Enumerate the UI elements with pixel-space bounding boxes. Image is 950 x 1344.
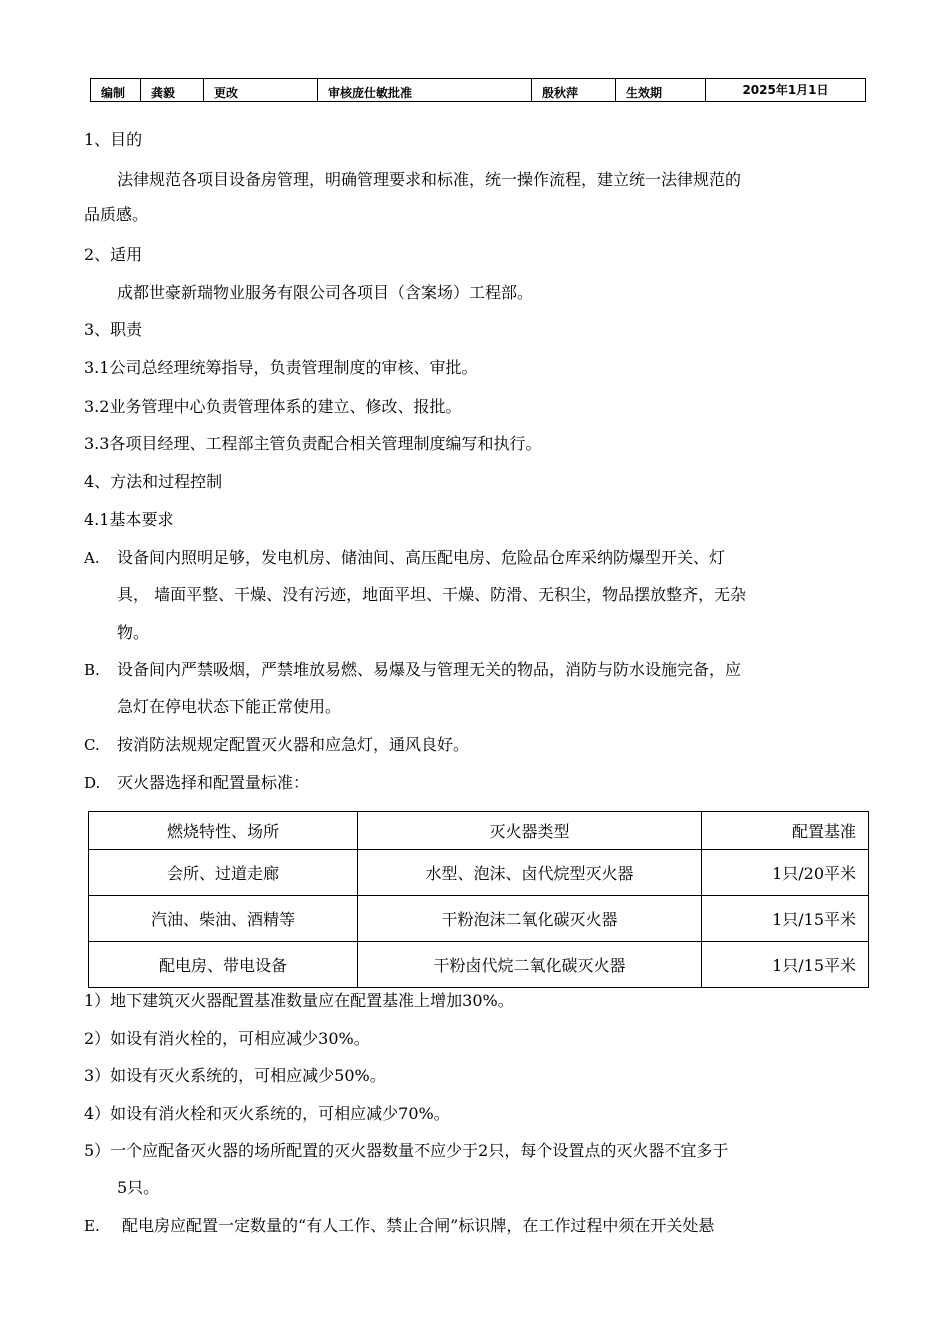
table-cell: 1只/20平米 [702,850,869,896]
label-compile: 编制 [91,79,141,102]
table-cell: 1只/15平米 [702,896,869,942]
effective-date: 2025年1月1日 [706,79,866,102]
item-d-marker: D. [84,774,101,792]
table-cell: 干粉卤代烷二氧化碳灭火器 [358,942,702,988]
section-4-title: 4、方法和过程控制 [84,472,223,491]
item-a-line-1: 设备间内照明足够，发电机房、储油间、高压配电房、危险品仓库采纳防爆型开关、灯 [117,548,726,567]
label-effective: 生效期 [616,79,706,102]
compiler-name: 龚毅 [141,79,204,102]
section-1-title: 1、目的 [84,130,143,149]
section-3-1: 3.1公司总经理统筹指导，负责管理制度的审核、审批。 [84,358,478,377]
section-3-2: 3.2业务管理中心负责管理体系的建立、修改、报批。 [84,397,462,416]
extinguisher-standard-table [88,811,869,988]
item-a-line-3: 物。 [117,623,150,642]
table-cell: 会所、过道走廊 [89,850,358,896]
table-cell: 汽油、柴油、酒精等 [89,896,358,942]
item-e-line-1: 配电房应配置一定数量的“有人工作、禁止合闸”标识牌，在工作过程中须在开关处悬 [122,1216,715,1235]
item-b-line-2: 急灯在停电状态下能正常使用。 [117,697,342,716]
section-3-3: 3.3各项目经理、工程部主管负责配合相关管理制度编写和执行。 [84,434,542,453]
section-4-1: 4.1基本要求 [84,510,174,529]
section-1-text-line-1: 法律规范各项目设备房管理，明确管理要求和标准，统一操作流程，建立统一法律规范的 [117,170,742,189]
table-row [89,942,869,988]
item-b-marker: B. [84,661,100,679]
item-c-line-1: 按消防法规规定配置灭火器和应急灯，通风良好。 [117,735,470,754]
section-1-text-line-2: 品质感。 [84,205,149,224]
approver-name: 殷秋萍 [532,79,616,102]
table-row [89,896,869,942]
item-d-line-1: 灭火器选择和配置量标准： [117,773,310,792]
table-row [89,850,869,896]
table-cell: 1只/15平米 [702,942,869,988]
item-a-marker: A. [84,549,100,567]
note-3: 3）如设有灭火系统的，可相应减少50%。 [84,1066,386,1085]
item-b-line-1: 设备间内严禁吸烟，严禁堆放易燃、易爆及与管理无关的物品，消防与防水设施完备，应 [117,660,742,679]
table-header-cell: 配置基准 [702,812,869,850]
section-3-title: 3、职责 [84,320,143,339]
item-a-line-2: 具， 墙面平整、干燥、没有污迹，地面平坦、干燥、防滑、无积尘，物品摆放整齐，无杂 [117,585,747,604]
item-c-marker: C. [84,736,100,754]
table-cell: 配电房、带电设备 [89,942,358,988]
label-revise: 更改 [204,79,318,102]
document-header-table [90,78,866,102]
table-header-row [89,812,869,850]
table-cell: 干粉泡沫二氧化碳灭火器 [358,896,702,942]
item-e-marker: E. [84,1217,100,1235]
note-5-line-2: 5只。 [117,1178,160,1197]
section-2-title: 2、适用 [84,245,143,264]
note-5-line-1: 5）一个应配备灭火器的场所配置的灭火器数量不应少于2只，每个设置点的灭火器不宜多于 [84,1141,729,1160]
note-2: 2）如设有消火栓的，可相应减少30%。 [84,1029,370,1048]
header-row [91,79,866,102]
table-header-cell: 灭火器类型 [358,812,702,850]
review-approve: 审核庞仕敏批准 [318,79,532,102]
note-1: 1）地下建筑灭火器配置基准数量应在配置基准上增加30%。 [84,991,514,1010]
table-header-cell: 燃烧特性、场所 [89,812,358,850]
note-4: 4）如设有消火栓和灭火系统的，可相应减少70%。 [84,1104,450,1123]
section-2-text: 成都世豪新瑞物业服务有限公司各项目（含案场）工程部。 [117,283,534,302]
table-cell: 水型、泡沫、卤代烷型灭火器 [358,850,702,896]
